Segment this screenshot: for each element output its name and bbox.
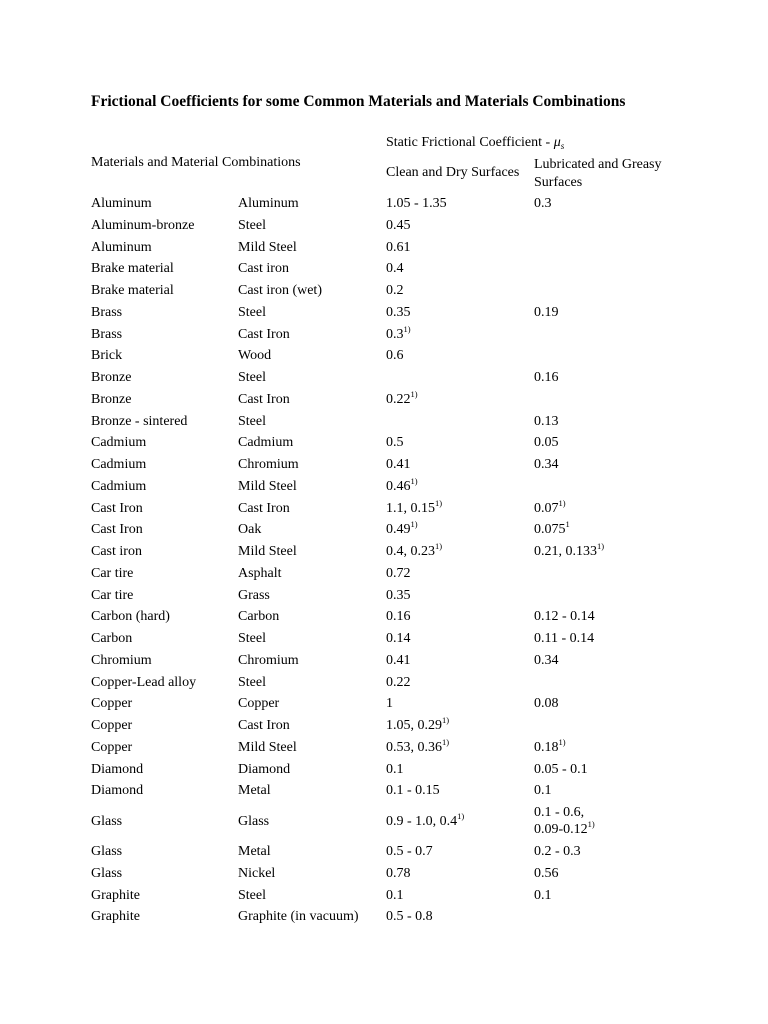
material-1: [91, 759, 143, 781]
clean-dry-value-text: 0.1 - 0.15: [386, 783, 440, 799]
clean-dry-value: [386, 906, 433, 928]
table-row: [0, 258, 768, 280]
footnote-mark: 1): [410, 388, 418, 399]
material-1-text: Copper: [91, 739, 133, 755]
table-row: [0, 519, 768, 541]
material-1: [91, 606, 170, 628]
material-2-text: Nickel: [238, 865, 276, 881]
material-2-text: Carbon: [238, 609, 280, 625]
clean-dry-value: [386, 780, 440, 802]
material-2: [238, 541, 297, 563]
clean-dry-value-text: 1.05 - 1.35: [386, 196, 447, 211]
clean-dry-value: [386, 585, 411, 607]
clean-dry-value-text: 0.22: [386, 391, 411, 407]
material-2: [238, 863, 275, 885]
material-2-text: Chromium: [238, 652, 299, 668]
material-1: [91, 215, 194, 237]
lubricated-value-text: 0.1: [534, 783, 552, 799]
table-body-bottom: [0, 841, 768, 928]
lubricated-value: [534, 606, 595, 628]
lubricated-value: [534, 498, 566, 520]
material-2: [238, 302, 266, 324]
clean-dry-value-text: 0.2: [386, 283, 404, 298]
material-1-text: Graphite: [91, 909, 140, 925]
clean-dry-value: [386, 193, 447, 215]
clean-dry-value: [386, 432, 404, 454]
material-2: [238, 193, 299, 215]
lubricated-value-text: 0.56: [534, 865, 559, 881]
clean-dry-value: [386, 498, 442, 520]
footnote-mark: 1): [442, 715, 450, 725]
table-row: [0, 345, 768, 367]
material-2: [238, 476, 297, 498]
header-static-label: Static Frictional Coefficient -: [386, 135, 554, 150]
material-1: [91, 498, 143, 520]
material-2: [238, 432, 293, 454]
clean-dry-value: [386, 715, 449, 737]
lubricated-value: [534, 863, 559, 885]
material-2: [238, 759, 290, 781]
lubricated-value: [534, 804, 674, 838]
material-1: Glass: [91, 814, 123, 829]
material-1: [91, 237, 152, 259]
footnote-mark: 1): [558, 497, 566, 508]
table-row: [0, 885, 768, 907]
clean-dry-value-text: 1.05, 0.29: [386, 718, 442, 733]
lubricated-value-text: 0.2 - 0.3: [534, 844, 581, 859]
material-1-text: Brass: [91, 326, 123, 342]
material-2: [238, 215, 266, 237]
material-2: [238, 585, 270, 607]
material-1-text: Diamond: [91, 761, 144, 777]
table-row: [0, 389, 768, 411]
material-2: [238, 563, 282, 585]
clean-dry-value: [386, 280, 404, 302]
material-1-text: Aluminum: [91, 239, 152, 255]
footnote-mark: 1): [435, 541, 443, 551]
material-1-text: Car tire: [91, 587, 134, 603]
material-1-text: Brake material: [91, 283, 174, 298]
material-2-text: Metal: [238, 844, 271, 859]
table-row: [0, 193, 768, 215]
clean-dry-value: [386, 541, 442, 563]
lubricated-value: [534, 519, 570, 541]
material-2: [238, 411, 266, 433]
material-1: [91, 432, 146, 454]
clean-dry-value-text: 0.1: [386, 887, 404, 903]
material-1: [91, 193, 152, 215]
lubricated-value-text: 0.1: [534, 887, 552, 903]
material-1: [91, 563, 133, 585]
header-clean-dry: Clean and Dry Surfaces: [386, 165, 520, 180]
material-2: [238, 650, 299, 672]
header-static-friction: [386, 134, 564, 155]
lubricated-value-text: 0.3: [534, 196, 552, 211]
lubricated-value: [534, 780, 552, 802]
table-row: [0, 541, 768, 563]
clean-dry-value-text: 0.41: [386, 652, 411, 668]
footnote-mark: 1): [435, 497, 443, 508]
material-2: [238, 780, 271, 802]
table-row: [0, 498, 768, 520]
clean-dry-value-text: 0.4: [386, 261, 404, 277]
material-1-text: Graphite: [91, 887, 140, 903]
lubricated-value: [534, 302, 559, 324]
material-1: [91, 885, 140, 907]
lubricated-value-text: 0.21, 0.133: [534, 544, 597, 559]
lubricated-value: [534, 454, 559, 476]
material-1-text: Bronze: [91, 391, 132, 407]
material-2-text: Asphalt: [238, 565, 282, 581]
lubricated-value: [534, 841, 581, 863]
material-2: [238, 280, 322, 302]
material-1: [91, 585, 133, 607]
table-row: [0, 411, 768, 433]
clean-dry-value: [386, 476, 418, 498]
material-1: [91, 389, 131, 411]
material-2: [238, 715, 290, 737]
lubricated-value-text: 0.19: [534, 304, 559, 320]
table-row: [0, 585, 768, 607]
table-row: [0, 841, 768, 863]
lubricated-line-2: 0.09-0.12: [534, 822, 588, 837]
material-1: [91, 454, 146, 476]
lubricated-value: [534, 885, 552, 907]
material-1: [91, 650, 152, 672]
material-1-text: Cadmium: [91, 435, 147, 451]
material-1-text: Copper-Lead alloy: [91, 674, 197, 690]
table-row: [0, 802, 768, 841]
lubricated-value-text: 0.13: [534, 413, 559, 429]
material-2-text: Diamond: [238, 761, 291, 777]
clean-dry-value: [386, 563, 411, 585]
clean-dry-value-text: 0.53, 0.36: [386, 739, 442, 755]
lubricated-value-text: 0.08: [534, 696, 559, 712]
table-row: [0, 563, 768, 585]
material-1-text: Cast Iron: [91, 500, 143, 516]
clean-dry-value: [386, 258, 404, 280]
table-body-top: [0, 193, 768, 802]
clean-dry-value: [386, 237, 411, 259]
material-1: [91, 628, 132, 650]
material-2-text: Cast Iron: [238, 718, 290, 733]
footnote-mark: 1): [410, 519, 418, 530]
material-2: [238, 672, 266, 694]
material-2: [238, 737, 297, 759]
material-2: [238, 345, 271, 367]
material-1-text: Copper: [91, 718, 133, 733]
material-1-text: Carbon: [91, 631, 133, 646]
table-row: [0, 863, 768, 885]
mu-subscript: s: [560, 141, 565, 151]
clean-dry-value: [386, 737, 449, 759]
clean-dry-value-text: 0.22: [386, 674, 411, 690]
clean-dry-value: [386, 863, 411, 885]
table-row: [0, 324, 768, 346]
clean-dry-value: [386, 759, 404, 781]
material-1: [91, 302, 122, 324]
clean-dry-value-text: 1.1, 0.15: [386, 500, 435, 516]
clean-dry-value: [386, 454, 411, 476]
material-1: [91, 476, 146, 498]
friction-table: [0, 193, 768, 928]
material-2-text: Metal: [238, 783, 271, 799]
material-1-text: Bronze: [91, 370, 132, 385]
clean-dry-value: [386, 802, 464, 841]
clean-dry-text: 0.9 - 1.0, 0.4: [386, 814, 458, 829]
material-2-text: Grass: [238, 587, 270, 603]
clean-dry-value: [386, 345, 404, 367]
material-2-text: Cast iron (wet): [238, 283, 322, 298]
material-1-text: Chromium: [91, 652, 152, 668]
material-1-text: Bronze - sintered: [91, 413, 188, 429]
clean-dry-value: [386, 215, 411, 237]
material-2-text: Graphite (in vacuum): [238, 909, 359, 925]
material-1-text: Cast Iron: [91, 522, 143, 538]
material-2: [238, 606, 279, 628]
clean-dry-value: [386, 693, 393, 715]
material-1: [91, 715, 132, 737]
material-2: [238, 498, 290, 520]
lubricated-value-text: 0.07: [534, 500, 559, 516]
table-row: [0, 476, 768, 498]
table-row: [0, 672, 768, 694]
clean-dry-value-text: 0.72: [386, 565, 411, 581]
material-1: [91, 906, 140, 928]
clean-dry-value: [386, 650, 411, 672]
lubricated-value-text: 0.11 - 0.14: [534, 631, 595, 646]
clean-dry-value-text: 0.6: [386, 348, 404, 364]
material-1: [91, 367, 131, 389]
material-2-text: Mild Steel: [238, 739, 297, 755]
footnote-mark: 1): [457, 811, 465, 821]
table-row: [0, 906, 768, 928]
material-1-text: Brick: [91, 348, 123, 364]
material-1-text: Cadmium: [91, 457, 147, 472]
material-2-text: Mild Steel: [238, 544, 297, 559]
clean-dry-value: [386, 302, 411, 324]
clean-dry-value-text: 0.4, 0.23: [386, 544, 435, 559]
table-row: [0, 367, 768, 389]
clean-dry-value-text: 0.35: [386, 304, 411, 320]
clean-dry-value-text: 0.1: [386, 761, 404, 777]
material-2: [238, 628, 266, 650]
material-1-text: Glass: [91, 865, 123, 881]
lubricated-value: [534, 541, 604, 563]
table-row: [0, 302, 768, 324]
material-2-text: Steel: [238, 304, 266, 320]
clean-dry-value-text: 0.35: [386, 587, 411, 603]
material-1-text: Car tire: [91, 565, 134, 581]
clean-dry-value: [386, 324, 411, 346]
lubricated-value-text: 0.075: [534, 522, 566, 538]
clean-dry-value-text: 0.5 - 0.7: [386, 844, 433, 859]
clean-dry-value: [386, 885, 404, 907]
material-2-text: Steel: [238, 631, 266, 646]
lubricated-value-text: 0.05 - 0.1: [534, 761, 588, 777]
material-1: [91, 737, 132, 759]
table-row: [0, 693, 768, 715]
table-row: [0, 237, 768, 259]
material-2-text: Steel: [238, 217, 266, 233]
footnote-mark: 1): [597, 541, 605, 551]
material-2-text: Steel: [238, 413, 266, 429]
material-1-text: Brass: [91, 304, 123, 320]
clean-dry-value: [386, 672, 411, 694]
clean-dry-value: [386, 519, 418, 541]
table-row: [0, 759, 768, 781]
lubricated-value-text: 0.34: [534, 652, 559, 668]
lubricated-value-text: 0.18: [534, 739, 559, 755]
lubricated-value: [534, 432, 559, 454]
clean-dry-value-text: 0.49: [386, 522, 411, 538]
header-lubricated: Lubricated and Greasy Surfaces: [534, 157, 662, 190]
clean-dry-value-text: 1: [386, 696, 393, 712]
clean-dry-value-text: 0.5: [386, 435, 404, 451]
material-2: [238, 237, 297, 259]
material-2-text: Chromium: [238, 457, 299, 472]
mu-symbol: μ: [553, 135, 561, 150]
material-2: Glass: [238, 814, 270, 829]
material-2: [238, 454, 299, 476]
lubricated-value-text: 0.05: [534, 435, 559, 451]
clean-dry-value-text: 0.3: [386, 326, 404, 342]
page-title: Frictional Coefficients for some Common Materials and Materials Combinations: [91, 93, 626, 110]
table-row: [0, 432, 768, 454]
material-1-text: Glass: [91, 844, 123, 859]
lubricated-value: [534, 628, 594, 650]
material-1-text: Carbon (hard): [91, 609, 170, 625]
material-1: [91, 693, 132, 715]
material-1: [91, 324, 122, 346]
material-2: [238, 841, 271, 863]
material-1: [91, 519, 143, 541]
material-1: [91, 258, 174, 280]
footnote-mark: 1: [565, 519, 570, 530]
footnote-mark: 1): [442, 736, 450, 747]
clean-dry-value-text: 0.45: [386, 217, 411, 233]
material-1: [91, 541, 142, 563]
material-1-text: Cast iron: [91, 544, 142, 559]
material-2: [238, 906, 359, 928]
material-1: [91, 345, 122, 367]
lubricated-value: [534, 193, 552, 215]
material-1-text: Cadmium: [91, 478, 147, 494]
table-row: [0, 715, 768, 737]
lubricated-value-text: 0.34: [534, 457, 559, 472]
table-row: [0, 737, 768, 759]
lubricated-value-text: 0.12 - 0.14: [534, 609, 595, 625]
material-2-text: Wood: [238, 348, 272, 364]
material-2: [238, 885, 266, 907]
material-2-text: Mild Steel: [238, 239, 297, 255]
material-2: [238, 324, 290, 346]
material-2-text: Steel: [238, 370, 266, 385]
lubricated-value: [534, 367, 559, 389]
material-1: [91, 780, 143, 802]
lubricated-value: [534, 693, 559, 715]
clean-dry-value: [386, 606, 411, 628]
material-2-text: Cast Iron: [238, 326, 290, 342]
material-2: [238, 519, 261, 541]
table-row: [0, 650, 768, 672]
material-1: [91, 672, 196, 694]
table-row: [0, 454, 768, 476]
material-1-text: Aluminum-bronze: [91, 217, 195, 233]
material-2-text: Cadmium: [238, 435, 294, 451]
material-2-text: Aluminum: [238, 196, 299, 211]
clean-dry-value-text: 0.78: [386, 865, 411, 881]
clean-dry-value-text: 0.5 - 0.8: [386, 909, 433, 925]
lubricated-value: [534, 411, 559, 433]
material-2-text: Mild Steel: [238, 478, 297, 494]
material-2-text: Cast Iron: [238, 500, 290, 516]
material-1: [91, 411, 187, 433]
material-1-text: Brake material: [91, 261, 174, 277]
material-1: [91, 280, 174, 302]
material-2: [238, 693, 279, 715]
material-2-text: Copper: [238, 696, 280, 712]
table-row: [0, 628, 768, 650]
material-2: [238, 258, 289, 280]
footnote-mark: 1): [587, 819, 595, 829]
table-row: [0, 215, 768, 237]
lubricated-line-1: 0.1 - 0.6,: [534, 805, 585, 820]
material-1-text: Aluminum: [91, 196, 152, 211]
material-1-text: Copper: [91, 696, 133, 712]
material-1: [91, 863, 122, 885]
lubricated-value: [534, 650, 559, 672]
clean-dry-value-text: 0.16: [386, 609, 411, 625]
material-2-text: Steel: [238, 887, 266, 903]
table-row: [0, 606, 768, 628]
table-row: [0, 280, 768, 302]
material-1: [91, 841, 122, 863]
header-materials: Materials and Material Combinations: [91, 155, 301, 170]
lubricated-value-text: 0.16: [534, 370, 559, 385]
footnote-mark: 1): [558, 736, 566, 747]
clean-dry-value: [386, 389, 418, 411]
clean-dry-value-text: 0.46: [386, 478, 411, 494]
table-row: [0, 780, 768, 802]
clean-dry-value-text: 0.41: [386, 457, 411, 472]
clean-dry-value-text: 0.14: [386, 631, 411, 646]
material-2: [238, 389, 290, 411]
material-2-text: Cast iron: [238, 261, 289, 277]
material-2-text: Cast Iron: [238, 391, 290, 407]
material-1-text: Diamond: [91, 783, 144, 799]
material-2-text: Steel: [238, 674, 266, 690]
clean-dry-value: [386, 841, 433, 863]
lubricated-value: [534, 737, 566, 759]
clean-dry-value: [386, 628, 411, 650]
material-2: [238, 367, 266, 389]
footnote-mark: 1): [403, 323, 411, 334]
lubricated-value: [534, 759, 588, 781]
footnote-mark: 1): [410, 475, 418, 486]
material-2-text: Oak: [238, 522, 262, 538]
clean-dry-value-text: 0.61: [386, 239, 411, 255]
